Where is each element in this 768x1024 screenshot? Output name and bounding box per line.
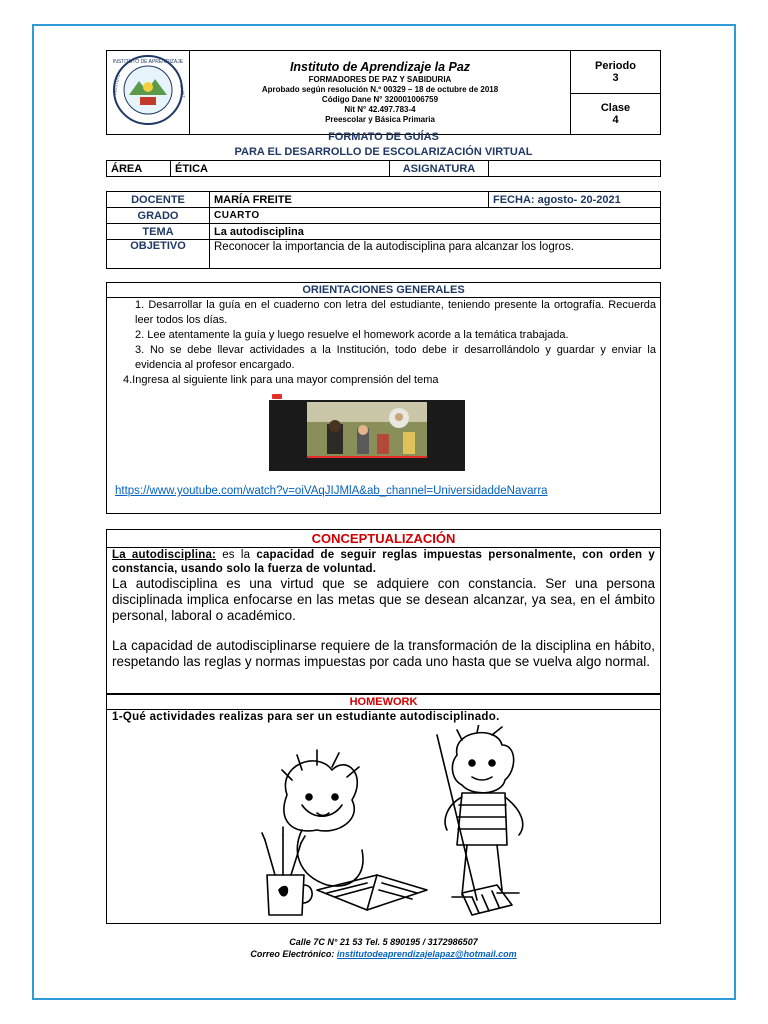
asignatura-label: ASIGNATURA (390, 161, 489, 177)
definition-bold: capacidad de seguir reglas impuestas personalmente, con orden y constancia, usando solo la fuerza de voluntad. (112, 549, 655, 575)
orientacion-item-3: 3. No se debe llevar actividades a la Institución, todo debe ir desarrollándolo y guardar y enviar la evidencia al profesor encargado. (135, 344, 656, 371)
tema-label: TEMA (107, 224, 210, 240)
header-line1: FORMADORES DE PAZ Y SABIDURIA (308, 75, 452, 84)
docente-value: MARÍA FREITE (210, 192, 489, 208)
area-value: ÉTICA (171, 161, 390, 177)
header-center (190, 51, 571, 135)
format-title-2: PARA EL DESARROLLO DE ESCOLARIZACIÓN VIRTUAL (234, 146, 533, 158)
header-line4: Nit N° 42.497.783-4 (344, 105, 416, 114)
logo-cell (107, 51, 190, 135)
orientaciones-link-wrap (115, 483, 660, 498)
video-frame-image (307, 402, 427, 458)
header-line3: Código Dane N° 320001006759 (321, 95, 439, 104)
footer-email-link[interactable]: institutodeaprendizajelapaz@hotmail.com (336, 949, 517, 959)
footer-address: Calle 7C N° 21 53 Tel. 5 890195 / 3172986507 (289, 937, 478, 947)
homework-box (106, 694, 661, 924)
docente-label: DOCENTE (107, 192, 210, 208)
format-title-1: FORMATO DE GUÍAS (328, 131, 439, 143)
objetivo-value: Reconocer la importancia de la autodisciplina para alcanzar los logros. (210, 240, 661, 269)
objetivo-label: OBJETIVO (107, 240, 210, 269)
institute-logo (107, 51, 189, 129)
grado-value: CUARTO (210, 208, 661, 224)
orientaciones-title: ORIENTACIONES GENERALES (107, 283, 660, 298)
asignatura-value (489, 161, 661, 177)
clase-value: 4 (612, 114, 619, 127)
clase-label: Clase (600, 102, 631, 115)
youtube-link[interactable]: https://www.youtube.com/watch?v=oiVAqJIJMlA&ab_channel=UniversidaddeNavarra (115, 485, 548, 497)
orientacion-item-4: 4.Ingresa al siguiente link para una mayor comprensión del tema (123, 374, 439, 386)
periodo-value: 3 (612, 72, 619, 85)
area-label: ÁREA (107, 161, 171, 177)
orientacion-item-2: 2. Lee atentamente la guía y luego resuelve el homework acorde a la temática trabajada. (135, 329, 569, 341)
conceptualizacion-body (107, 548, 660, 670)
area-table (106, 160, 661, 177)
orientaciones-box (106, 282, 661, 514)
logo-text-left: INSTITUTO (112, 73, 121, 96)
youtube-icon (272, 394, 282, 399)
video-topbar (269, 393, 465, 400)
definition-plain: es la (216, 549, 257, 561)
conceptualizacion-title: CONCEPTUALIZACIÓN (107, 530, 660, 548)
concept-paragraph-2: La capacidad de autodisciplinarse requiere de la transformación de la disciplina en hábito, respetando las reglas y normas impuestas por cada uno hasta que se vuelva algo normal. (112, 638, 655, 669)
tema-value: La autodisciplina (210, 224, 661, 240)
conceptualizacion-box (106, 529, 661, 694)
definition-term: La autodisciplina: (112, 549, 217, 561)
fecha-value: FECHA: agosto- 20-2021 (489, 192, 661, 208)
homework-title: HOMEWORK (107, 695, 660, 710)
institute-name: Instituto de Aprendizaje la Paz (289, 60, 471, 74)
concept-paragraph-1: La autodisciplina es una virtud que se adquiere con constancia. Ser una persona disciplinada implica enfocarse en las metas que se desean alcanzar, ya sea, en el ámbito personal, laboral o académico. (112, 576, 655, 623)
orientacion-item-1: 1. Desarrollar la guía en el cuaderno con letra del estudiante, teniendo presente la ortografía. Recuerda leer todos los días. (135, 299, 656, 326)
grado-label: GRADO (107, 208, 210, 224)
periodo-label: Periodo (595, 60, 636, 73)
definition-paragraph (112, 548, 655, 576)
logo-text-top: INSTITUTO DE APRENDIZAJE (112, 59, 184, 65)
header-table (106, 50, 661, 135)
footer-email-label: Correo Electrónico: (250, 949, 337, 959)
header-line2: Aprobado según resolución N.º 00329 – 18 de octubre de 2018 (261, 85, 499, 94)
info-table (106, 191, 661, 269)
homework-question: 1-Qué actividades realizas para ser un estudiante autodisciplinado. (112, 711, 500, 723)
header-line5: Preescolar y Básica Primaria (325, 115, 435, 124)
homework-illustration (257, 725, 547, 920)
periodo-cell (571, 51, 661, 94)
footer-email-line (106, 948, 661, 960)
video-thumbnail[interactable] (269, 393, 465, 471)
logo-text-right: LA PAZ (179, 84, 187, 99)
orientaciones-list (107, 298, 660, 388)
video-progress-bar[interactable] (307, 456, 427, 458)
clase-cell (571, 94, 661, 135)
